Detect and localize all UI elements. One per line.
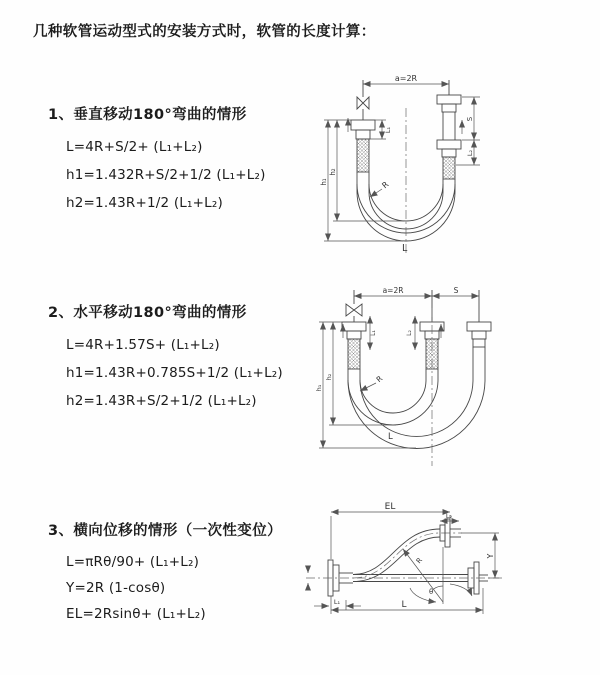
dim-label-stroke: S	[453, 286, 459, 295]
formula-h2: h2=1.43R+1/2 (L₁+L₂)	[66, 195, 223, 211]
section-2-text	[48, 301, 283, 415]
formula-el: EL=2Rsinθ+ (L₁+L₂)	[66, 606, 206, 622]
dim-label-fitting2: L₂	[445, 512, 453, 520]
dimensions	[315, 286, 479, 448]
u-bend-pos2-inner	[360, 380, 473, 436]
hose-displaced-position	[353, 529, 440, 575]
u-bend-pos2-outer	[348, 380, 485, 449]
dim-label-radius: R	[380, 179, 391, 191]
right-flange-bottom	[437, 140, 461, 149]
section-2-heading: 2、水平移动180°弯曲的情形	[48, 305, 247, 321]
dim-label-fitting1: L₁	[333, 598, 341, 606]
formula-h1: h1=1.432R+S/2+1/2 (L₁+L₂)	[66, 167, 266, 183]
section-3-text	[48, 519, 282, 627]
dim-label-length: L	[401, 600, 407, 610]
formula-length: L=4R+S/2+ (L₁+L₂)	[66, 139, 203, 155]
formula-length: L=πRθ/90+ (L₁+L₂)	[66, 554, 200, 570]
page-title: 几种软管运动型式的安装方式时，软管的长度计算：	[33, 24, 376, 40]
dim-label-span: a=2R	[382, 286, 404, 295]
dim-label-length: L	[402, 243, 408, 254]
section-1-text	[48, 103, 266, 217]
dim-label-fitting2: L₂	[406, 330, 413, 336]
dim-label-h1: h₁	[315, 384, 323, 392]
u-bend-pos1-outer	[348, 380, 438, 425]
valve-icon	[346, 304, 362, 316]
radius-line	[403, 549, 443, 602]
right-flange	[467, 322, 491, 331]
valve-icon	[357, 97, 369, 109]
hose-and-fittings	[342, 290, 491, 466]
swing-arrow-icon	[450, 584, 472, 596]
right-flange-top	[437, 95, 461, 104]
left-flange	[351, 120, 375, 130]
dim-label-fitting2: L₂	[466, 149, 474, 157]
dim-label-fitting1: L₁	[370, 330, 377, 336]
dim-label-el: EL	[384, 502, 396, 512]
braided-hose-right	[443, 157, 455, 179]
dim-label-radius: R	[374, 373, 385, 385]
hose-and-fittings	[348, 80, 462, 256]
formula-h1: h1=1.43R+0.785S+1/2 (L₁+L₂)	[66, 365, 283, 381]
formula-h2: h2=1.43R+S/2+1/2 (L₁+L₂)	[66, 393, 257, 409]
diagram-lateral-displacement	[298, 498, 600, 650]
dim-label-angle: θ	[429, 588, 434, 596]
dim-label-radius: R	[414, 556, 425, 566]
dim-label-h2: h₂	[329, 168, 337, 176]
u-bend-outer	[357, 184, 455, 233]
dim-label-fitting1: L₁	[384, 126, 392, 134]
formula-length: L=4R+1.57S+ (L₁+L₂)	[66, 337, 220, 353]
section-3-heading: 3、横向位移的情形（一次性变位）	[48, 523, 282, 539]
left-flange	[342, 322, 366, 331]
section-1-heading: 1、垂直移动180°弯曲的情形	[48, 107, 247, 123]
dim-label-length: L	[388, 432, 393, 442]
dim-label-h1: h₁	[320, 178, 328, 186]
hose-and-fittings	[306, 519, 503, 604]
dim-label-stroke: S	[466, 116, 474, 122]
dim-label-offset-y: Y	[486, 553, 495, 559]
diagram-vertical-180-bend	[306, 70, 590, 262]
braided-hose-left	[357, 139, 369, 172]
braided-hose-left	[348, 339, 360, 369]
dimensions	[320, 74, 480, 254]
diagram-horizontal-180-bend	[308, 280, 600, 472]
angle-arc	[433, 586, 443, 589]
dim-label-span: a=2R	[394, 74, 418, 83]
u-bend-pos1-inner	[360, 380, 426, 413]
dimensions	[314, 502, 499, 614]
formula-offset: Y=2R (1-cosθ)	[66, 580, 166, 596]
dim-label-h2: h₂	[325, 373, 333, 381]
